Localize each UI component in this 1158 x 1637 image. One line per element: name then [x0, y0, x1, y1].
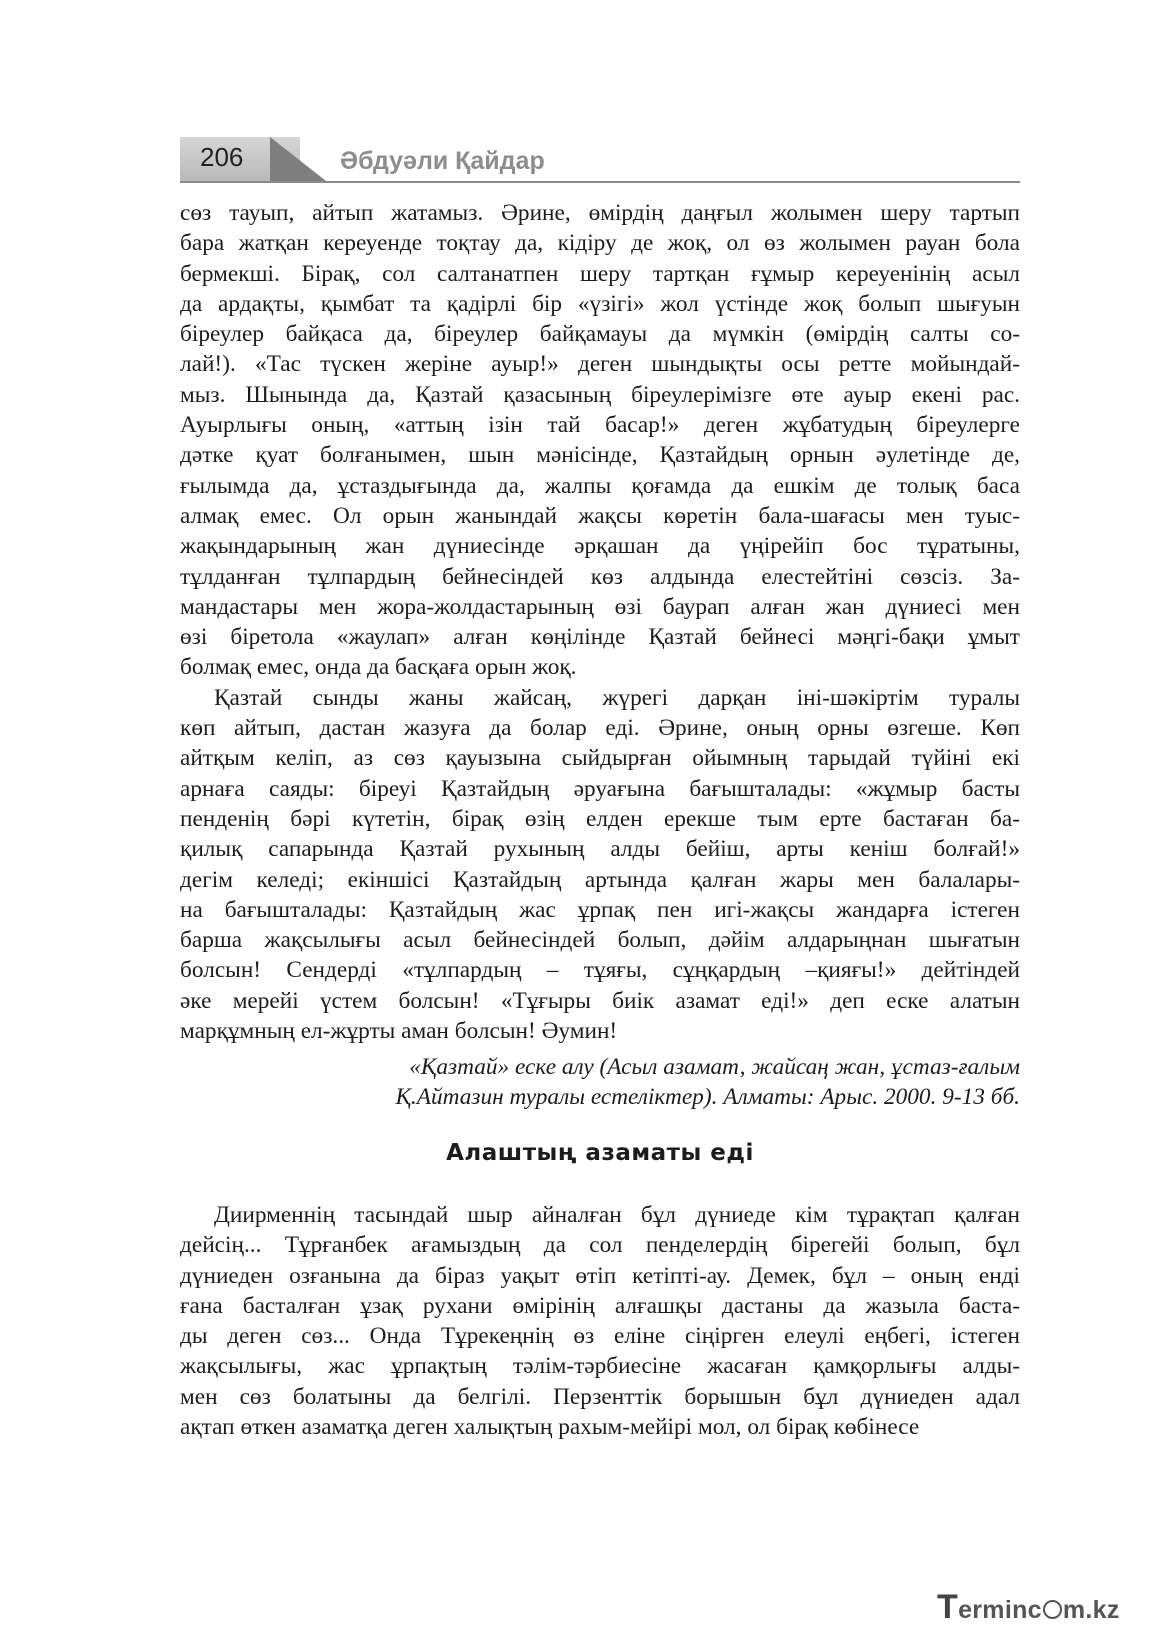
- text-line: ақтап өткен азаматқа деген халықтың рахым-мейірі мол, ол бірақ көбінесе: [180, 1414, 920, 1441]
- text-line: алмақ емес. Ол орын жанындай жақсы көретін бала-шағасы мен туыс-: [180, 502, 1020, 529]
- text-line: мен сөз болатыны да белгілі. Перзенттік борышын бұл дүниеден адал: [180, 1383, 1020, 1410]
- text-line: арнаға саяды: біреуі Қазтайдың әруағына бағышталады: «жұмыр басты: [180, 775, 1020, 802]
- text-line: бермекші. Бірақ, сол салтанатпен шеру тартқан ғұмыр кереуенінің асыл: [180, 260, 1020, 287]
- text-line: пенденің бәрі күтетін, бірақ өзің елден ерекше тым ерте бастаған ба-: [180, 805, 1020, 832]
- text-line: ды деген сөз... Онда Тұрекеңнің өз еліне сіңірген елеулі еңбегі, істеген: [180, 1323, 1020, 1350]
- text-line: ғылымда да, ұстаздығында да, жалпы қоғамда да ешкім де толық баса: [180, 472, 1020, 499]
- paragraph-3: [180, 1200, 1020, 1442]
- citation-line-1: «Қазтай» еске алу (Асыл азамат, жайсаң жан, ұстаз-ғалым: [409, 1054, 1020, 1080]
- text-line: өзі біретола «жаулап» алған көңілінде Қазтай бейнесі мәңгі-бақи ұмыт: [180, 624, 1020, 651]
- text-line: біреулер байқаса да, біреулер байқамауы да мүмкін (өмірдің салты со-: [180, 321, 1020, 348]
- watermark-suffix: m.kz: [1062, 1596, 1120, 1624]
- citation: [180, 1052, 1020, 1113]
- text-line: марқұмның ел-жұрты аман болсын! Әумин!: [180, 1018, 618, 1045]
- text-line: на бағышталады: Қазтайдың жас ұрпақ пен игі-жақсы жандарға істеген: [180, 896, 1020, 923]
- section-title: Алаштың азаматы еді: [446, 1140, 754, 1166]
- text-line: қилық сапарында Қазтай рухының алды бейіш, арты кеніш болғай!»: [180, 836, 1020, 863]
- text-line: лай!). «Тас түскен жеріне ауыр!» деген шындықты осы ретте мойындай-: [180, 351, 1020, 378]
- page-number: 206: [200, 142, 244, 172]
- text-line: болсын! Сендерді «тұлпардың – тұяғы, сұңқардың –қияғы!» дейтіндей: [180, 957, 1020, 984]
- section-text: [180, 1200, 1020, 1442]
- citation-line-2: Қ.Айтазин туралы естеліктер). Алматы: Арыс. 2000. 9-13 бб.: [395, 1084, 1020, 1111]
- site-watermark: [937, 1588, 1120, 1627]
- text-line: Диирменнің тасындай шыр айналған бұл дүниеде кім тұрақтап қалған: [214, 1202, 1020, 1228]
- text-line: мыз. Шынында да, Қазтай қазасының біреулерімізге өте ауыр екені рас.: [180, 381, 1020, 408]
- text-line: әке мерейі үстем болсын! «Тұғыры биік азамат еді!» деп еске алатын: [180, 987, 1020, 1014]
- text-line: дүниеден озғанына да біраз уақыт өтіп кетіпті-ау. Демек, бұл – оның енді: [180, 1262, 1020, 1289]
- text-line: дейсің... Тұрғанбек ағамыздың да сол пенделердің бірегейі болып, бұл: [180, 1232, 1020, 1259]
- header-rule: [180, 181, 1020, 183]
- text-line: Қазтай сынды жаны жайсаң, жүрегі дарқан іні-шәкіртім туралы: [214, 684, 1020, 711]
- text-line: тұлданған тұлпардың бейнесіндей көз алдында елестейтіні сөзсіз. За-: [180, 563, 1020, 590]
- text-line: ғана басталған ұзақ рухани өмірінің алғашқы дастаны да жазыла баста-: [180, 1292, 1020, 1319]
- watermark-text: erminc: [958, 1596, 1042, 1624]
- page-number-tab-arrow: [270, 137, 326, 181]
- paragraph-2: [180, 683, 1020, 1047]
- text-line: дегім келеді; екіншісі Қазтайдың артында қалған жары мен балалары-: [180, 866, 1020, 893]
- text-line: көп айтып, дастан жазуға да болар еді. Әрине, оның орны өзгеше. Көп: [180, 715, 1020, 742]
- watermark-prefix: T: [937, 1588, 959, 1626]
- text-line: дәтке қуат болғанымен, шын мәнісінде, Қазтайдың орнын әулетінде де,: [180, 442, 1020, 469]
- paragraph-1: [180, 198, 1020, 683]
- text-line: сөз тауып, айтып жатамыз. Әрине, өмірдің даңғыл жолымен шеру тартып: [180, 200, 1020, 226]
- text-line: Ауырлығы оның, «аттың ізін тай басар!» деген жұбатудың біреулерге: [180, 412, 1020, 439]
- page-header: [180, 137, 1020, 187]
- text-line: мандастары мен жора-жолдастарының өзі баурап алған жан дүниесі мен: [180, 593, 1020, 620]
- text-line: жақындарының жан дүниесінде әрқашан да үңірейіп бос тұратыны,: [180, 533, 1020, 560]
- running-head-author: Әбдуәли Қайдар: [340, 147, 545, 175]
- text-line: барша жақсылығы асыл бейнесіндей болып, дәйім алдарыңнан шығатын: [180, 927, 1020, 954]
- text-line: жақсылығы, жас ұрпақтың тәлім-тәрбиесіне жасаған қамқорлығы алды-: [180, 1353, 1020, 1380]
- text-line: айтқым келіп, аз сөз қауызына сыйдырған ойымның тарыдай түйіні екі: [180, 745, 1020, 772]
- watermark-o-icon: [1043, 1600, 1062, 1619]
- text-line: бара жатқан кереуенде тоқтау да, кідіру де жоқ, ол өз жолымен рауан бола: [180, 230, 1020, 257]
- text-line: болмақ емес, онда да басқаға орын жоқ.: [180, 654, 577, 681]
- main-text: [180, 198, 1020, 1046]
- text-line: да ардақты, қымбат та қадірлі бір «үзігі» жол үстінде жоқ болып шығуын: [180, 290, 1020, 317]
